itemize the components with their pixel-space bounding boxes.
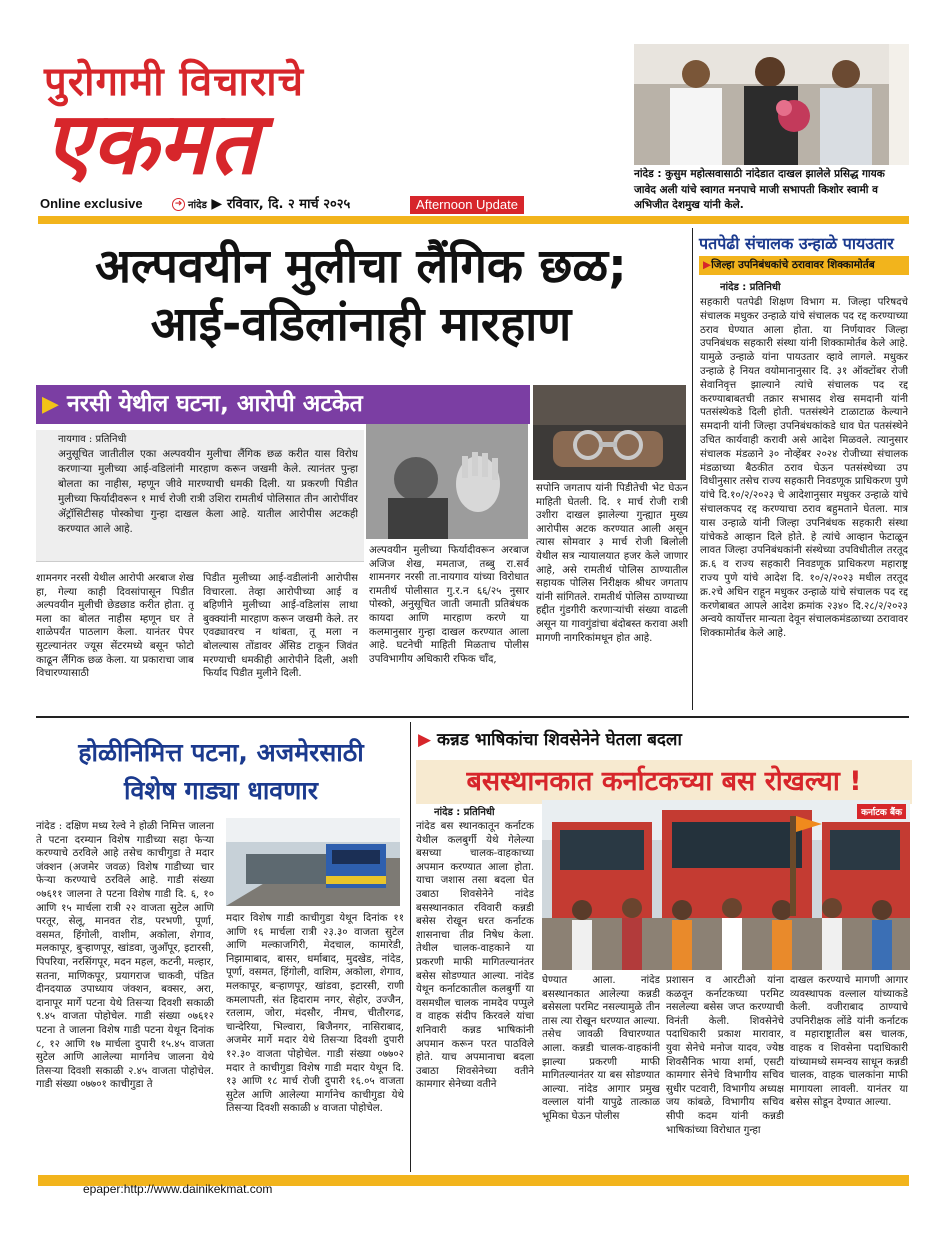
- epaper-link[interactable]: epaper:http://www.dainikekmat.com: [83, 1182, 273, 1196]
- edition-badge: Afternoon Update: [410, 196, 524, 214]
- right-story-byline: नांदेड : प्रतिनिधी: [720, 282, 781, 293]
- holi-column-1: नांदेड : दक्षिण मध्य रेल्वे ने होळी निमित्त जालना ते पटना दरम्यान विशेष गाडीच्या सहा फेऱ्या करण्याचे ठरविले आहे तसेच काचीगुडा ते मदार जंक्शन (अजमेर जवळ) विशेष गाडीच्या चार फेऱ्या करण्याचे ठरविले आहे. गाडी संख्या ०७६११ जालना ते पटना विशेष गाडी दि. ६, १० आणि १५ मार्चला रात्री २२ वाजता सुटेल आणि परतूर, सेलू, मानवत रोड, परभणी, पूर्णा, वसमत, हिंगोली, वाशीम, अकोला, शेगाव, मलकापूर, बुऱ्हाणपूर, खांडवा, जुआँपूर, इटारसी, पिपरिया, नरसिंगपूर, मदन महल, कटनी, मल्हार, सतना, माणिकपूर, प्रयागराज चाकवी, पंडित दीनदयाळ उपाध्याय जंक्शन, बक्सर, अरा, दानापूर मार्गे पटना येथे तिसऱ्या दिवशी सकाळी ९.४५ वाजता पोहोचेल. गाडी संख्या ०७६१२ पटना ते जालना विशेष गाडी पटना येथून दिनांक ८, १२ आणि १७ मार्चला दुपारी १५.४५ वाजता सुटेल आणि आलेल्या मार्गानेच जालना येथे तिसऱ्या दिवशी सकाळी २.४५ वाजता पोहोचेल. गाडी संख्या ०७७०१ काचीगुडा ते: [36, 821, 214, 1091]
- holi-headline-line2: विशेष गाड्या धावणार: [124, 776, 318, 805]
- handcuff-photo: [533, 385, 686, 480]
- bus-column-2: घेण्यात आला. नांदेड बसस्थानकात आलेल्या कन्नडी बसेसला परमिट नसल्यामुळे तीन तास त्या रोखून धरण्यात आल्या. तसेच जावळी विचारण्यात आला. कन्नडी चालक-वाहकांनी झाल्या प्रकरणी माफी मागितल्यानंतर या बस सोडण्यात आल्या. नांदेड आगार प्रमुख वल्लाल यांनी यापुढे तात्काळ भूमिका घेऊन पोलीस: [542, 975, 660, 1122]
- bus-photo: [542, 800, 910, 970]
- victim-photo: [366, 424, 528, 539]
- online-exclusive-label: Online exclusive: [40, 196, 143, 211]
- lead-column-3: अल्पवयीन मुलीच्या फिर्यादीवरून अरबाज अजिज शेख, ममताज, तब्बु रा.सर्व शामनगर नरसी ता.नायगाव यांच्या विरोधात रामतीर्थ पोलीसात गु.र.न ६६/२५ नुसार पोस्को, अनुसूचित जाती जमाती प्रतिबंधक कायदा आणि मारहाण करणे या कलमानुसार गुन्हा दाखल करण्यात आला आहे. घटनेची माहिती मिळताच पोलीस उपविभागीय अधिकारी रफिक चाँद,: [369, 545, 529, 665]
- lead-subhead-bar: [36, 385, 530, 424]
- top-photo-caption: नांदेड : कुसुम महोत्सवासाठी नांदेडात दाखल झालेले प्रसिद्ध गायक जावेद अली यांचे स्वागत मनपाचे माजी सभापती किशोर स्वामी व अभिजीत देशमुख यांनी केले.: [634, 168, 885, 211]
- triangle-icon: ▶: [418, 730, 432, 750]
- triangle-icon: ▶: [42, 392, 59, 417]
- lead-byline: नायगाव : प्रतिनिधी: [58, 434, 127, 445]
- column-divider: [692, 228, 693, 710]
- lead-headline-line1: अल्पवयीन मुलीचा लैंगिक छळ;: [95, 239, 627, 294]
- lead-column-2: पिडीत मुलीच्या आई-वडीलांनी आरोपीस विचारला. तेव्हा आरोपीच्या आई व बहिणीने मुलीच्या आई-वडिलांस लाथा बुक्क्यांनी मारहाण करून जखमी केले. तर एवढ्यावरच न थांबता, तू मला न बोलल्यास तोंडावर ॲसिड टाकून जिवंत मरण्याची धमकीही आरोपीने दिली, अशी फिर्याद पिडीत मुलीने दिली.: [203, 573, 358, 680]
- right-story-headline: पतपेढी संचालक उन्हाळे पायउतार: [699, 234, 894, 253]
- arrow-right-icon: ➜: [172, 198, 185, 211]
- bus-byline: नांदेड : प्रतिनिधी: [434, 807, 495, 818]
- top-photo: [634, 44, 909, 165]
- dateline-separator: ▶: [211, 196, 227, 212]
- train-photo: [226, 818, 400, 906]
- bus-column-3: प्रशासन व आरटीओ यांना कळवून कर्नाटकच्या परमिट नसलेल्या बसेस जप्त करण्याची विनंती केली. शिवसेनेचे पदाधिकारी प्रकाश मारावार, युवा सेनेचे मनोज यादव, ज्येष्ठ शिवसैनिक भाया शर्मा, एसटी कामगार सेनेचे विभागीय सचिव सुधीर पटवारी, विभागीय अध्यक्ष जय कांबळे, विभागीय सचिव सीपी कदम यांनी कन्नडी भाषिकांच्या विरोधात गुन्हा: [666, 975, 784, 1136]
- right-story-body: सहकारी पतपेढी शिक्षण विभाग म. जिल्हा परिषदचे संचालक मधुकर उन्हाळे यांचे संचालक पद रद्द करण्याच्या ठराव घेण्यात आला होता. या निर्णयावर जिल्हा उपनिबंधक सहकारी संस्था यांनी शिक्कामोर्तब केले आहे. यामुळे उन्हाळे यांना पायउतार व्हावे लागले. मधुकर उन्हाळे हे नियत वयोमानानुसार दि. ३१ ऑक्टोंबर रोजी सेवानिवृत्त झाल्याने त्यांचे संचालक पद रद्द करण्याबाबतची तक्रार सभासद शेख समदानी यांनी पतसंस्थेकडे दिली होती. पतसंस्थेने टाळाटाळ केल्याने समदानी यांनी जिल्हा उपनिबंधकांकडे धाव घेत पतसंस्थेने उचित कार्यवाही करावी असे आदेश मिळवले. त्यानुसार संचालक मंडळाने ३० नोव्हेंबर २०२४ रोजीच्या संचालक मंडळाच्या बैठकीत ठराव घेऊन पतसंस्थेच्या उप विधीनुसार तसेच राज्य सहकारी निवडणूक प्राधिकरण पुणे यांचे दि.१०/२/२०२३ चे आदेशानुसार मधुकर उन्हाळे यांचे संचालकपद रद्द करण्याचा ठराव बहुमताने घेतला. मात्र यास उन्हाळे यांनी जिल्हा उपनिबंधक सहकारी संस्था यांचेकडे आव्हान दिले होते. हे त्यांचे आव्हान फेटाळून लावत जिल्हा उपनिबंधकांनी संस्थेच्या उपविधीतील तरतूद क्र.६ व राज्य सहकारी निवडणूक प्राधिकरण महाराष्ट्र राज्य पुणे यांचे आदेश दि. १०/२/२०२३ मधील तरतूद क्र.२चे अधिन राहून मधुकर उन्हाळे यांचे संचालक पद रद्द करणेबाबत आपले आदेश क्रमांक २३४० दि.२८/२/२०२३ अन्वये कार्योत्तर मान्यता देवून संचालकमंडळाच्या ठरावावर शिक्कामोर्तब केले आहे.: [700, 297, 908, 640]
- bus-photo-illustration: [542, 800, 910, 970]
- lead-headline-line2: आई-वडिलांनाही मारहाण: [150, 297, 572, 352]
- holi-column-2: मदार विशेष गाडी काचीगुडा येथून दिनांक ११ आणि १६ मार्चला रात्री २३.३० वाजता सुटेल आणि मल्काजगिरी, मेदचाल, कामारेडी, निझामाबाद, बासर, धर्माबाद, मुदखेड, नांदेड, पूर्णा, वसमत, हिंगोली, वाशिम, अकोला, शेगाव, मलकापूर, बऱ्हाणपूर, खांडवा, इटारसी, राणी कमलापती, संत हिदाराम नगर, सेहोर, उज्जैन, रतलाम, जोरा, मंदसौर, नीमच, चीतौरगढ, चान्देरिया, भिल्वारा, बिजैनगर, नासिराबाद, अजमेर मार्गे मदार येथे तिसऱ्या दिवशी दुपारी १२.३० वाजता पोहोचेल. गाडी संख्या ०७७०२ मदार ते काचीगुडा विशेष गाडी मदार येथून दि. १३ आणि १८ मार्च रोजी दुपारी १६.०५ वाजता सुटेल आणि आलेल्या मार्गानेच काचीगुडा येथे तिसऱ्या दिवशी सकाळी ४ वाजता पोहोचेल.: [226, 913, 404, 1115]
- dateline-location: नांदेड: [188, 200, 207, 211]
- right-story-subhead: [699, 256, 909, 275]
- bus-kicker: [418, 727, 682, 750]
- bus-photo-badge: कर्नाटक बैंक: [857, 804, 906, 819]
- section-divider: [36, 716, 909, 718]
- lead-intro: अनुसूचित जातीतील एका अल्पवयीन मुलीचा लैंगिक छळ करीत यास विरोध करणाऱ्या मुलीच्या आई-वडिलांनी मारहाण करून जखमी केले. त्यानंतर पुन्हा बोलता का नाहीस, म्हणून जीवे मारण्याची धमकी दिली. या प्रकरणी पिडीत मुलीच्या फिर्यादीवरून १ मार्च रोजी रात्री उशिरा रामतीर्थ पोलिसात तीन आरोपींवर ॲट्रॉसिटीसह पोस्कोचा गुन्हा दाखल केला आहे. यातील आरोपीस अटकही करण्यात आले आहे.: [58, 448, 358, 535]
- lead-column-4: सपोनि जगताप यांनी पिडीतेची भेट घेऊन माहिती घेतली. दि. १ मार्च रोजी रात्री उशीरा दाखल झालेल्या गुन्ह्यात मुख्य आरोपीस अटक करण्यात आली असून त्यास सोमवार ३ मार्च रोजी बिलोली येथील सत्र न्यायालयात हजर केले जाणार आहे, असे रामतीर्थ पोलिस ठाण्यातील सहायक पोलिस निरीक्षक श्रीधर जगताप यांनी सांगितले. रामतीर्थ पोलिस ठाण्याच्या हद्दीत गुंडगीरी करणाऱ्यांची संख्या वाढली असून या गावगुंडांचा बंदोबस्त करावा अशी मागणी नागरिकांमधून होत आहे.: [536, 483, 688, 644]
- top-yellow-band: [38, 216, 909, 224]
- lead-subhead: नरसी येथील घटना, आरोपी अटकेत: [66, 391, 363, 417]
- train-illustration: [226, 818, 400, 906]
- victim-photo-illustration: [366, 424, 528, 539]
- bus-column-4: दाखल करण्याचे मागणी आगार व्यवस्थापक वल्लाल यांच्याकडे केली. वजीराबाद ठाण्याचे उपनिरीक्षक लोंडे यांनी कर्नाटक व महाराष्ट्रातील बस चालक, वाहक व शिवसेना पदाधिकारी यांच्यामध्ये समन्वय साधून कन्नडी चालक, वाहक चालकांना माफी मागायला लावली. यानंतर या बसेस सोडून देण्यात आल्या.: [790, 975, 908, 1109]
- triangle-icon: ▶: [703, 259, 712, 271]
- welcome-photo-illustration: [634, 44, 909, 165]
- bus-headline: बसस्थानकात कर्नाटकच्या बस रोखल्या !: [416, 760, 912, 804]
- masthead-logo: एकमत: [44, 93, 259, 194]
- dateline: [172, 194, 350, 212]
- masthead-tagline: पुरोगामी विचाराचे: [44, 59, 305, 105]
- lead-column-1: शामनगर नरसी येथील आरोपी अरबाज शेख हा, गेल्या काही दिवसांपासून पिडीत अल्पवयीन मुलीची छेडछाड करीत होता. तू मला का बोलत नाहीस म्हणून घर ते शाळेपर्यंत पाठलाग केला. यानंतर पेपर सुटल्यानंतर ज्यूस सेंटरमध्ये बसून फोटो काढून लैंगिक छळ केला. या प्रकाराचा जाब विचारण्यासाठी: [36, 573, 194, 680]
- right-story-subhead-text: जिल्हा उपनिबंधकांचे ठरावावर शिक्कामोर्तब: [711, 259, 875, 271]
- lead-headline: [36, 238, 686, 354]
- holi-headline-line1: होळीनिमित्त पटना, अजमेरसाठी: [78, 738, 364, 767]
- bottom-column-divider: [410, 722, 411, 1172]
- bus-kicker-text: कन्नड भाषिकांचा शिवसेनेने घेतला बदला: [437, 730, 682, 750]
- handcuff-illustration: [533, 385, 686, 480]
- dateline-date: रविवार, दि. २ मार्च २०२५: [226, 197, 351, 212]
- holi-headline: [36, 734, 406, 810]
- bus-column-1: नांदेड बस स्थानकातून कर्नाटक येथील कलबुर्गी येथे गेलेल्या बसच्या चालक-वाहकाच्या अपमान करण्यात आला होता. याचा जशास तसा बदला घेत उबाठा शिवसेनेने नांदेड बसस्थानकात रविवारी कन्नडी बसेस रोखून धरत कर्नाटक शासनाचा तीव्र निषेध केला. तेथील चालक-वाहकाने या प्रकरणी माफी मागितल्यानंतर बसेस सोडण्यात आल्या. नांदेड येथून कर्नाटकातील कलबुर्गी या वसमधील चालक नामदेव पप्पुले व वाहक संदीप किरवले यांचा शनिवारी कन्नड भाषिकांनी अपमान करून परत पाठविले होते. याच अपमानाचा बदला उबाठा शिवसेनेच्या वतीने कामगार सेनेच्या वतीने: [416, 821, 534, 1091]
